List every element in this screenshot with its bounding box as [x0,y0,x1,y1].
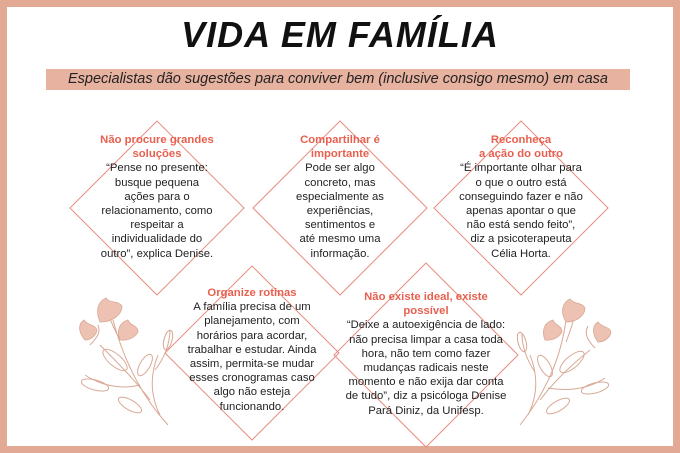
tip-heading: Reconheça a ação do outro [478,134,564,161]
subtitle: Especialistas dão sugestões para conviver bem (inclusive consigo mesmo) em casa [68,71,608,87]
tip-body: “Deixe a autoexigência de lado: não precisa limpar a casa toda hora, não tem como fazer mudanças radicais neste momento e não exija dar conta de tudo”, diz a psicóloga Denise Pará Diniz, da Unifesp. [345,319,507,417]
tip-heading: Não procure grandes soluções [100,134,214,161]
tip-body: Pode ser algo concreto, mas especialmente as experiências, sentimentos e até mesmo uma informação. [296,162,384,260]
flower-left-blossoms [80,298,138,340]
tip-body: A família precisa de um planejamento, com horários para acordar, trabalhar e estudar. Ainda assim, permita-se mudar esses cronogramas caso algo não esteja funcionando. [187,301,317,413]
tip-card-routines [177,286,327,414]
flower-right-blossoms [543,299,611,342]
tip-card-sharing [270,133,410,261]
tip-heading: Compartilhar é importante [300,134,380,161]
tip-heading: Organize rotinas [207,287,297,299]
tip-body: “Pense no presente: busque pequena ações para o relacionamento, como respeitar a individualidade do outro”, explica Denise. [100,162,214,260]
tip-card-recognize [446,133,596,261]
tip-card-no-ideal [336,290,516,418]
page-title: VIDA EM FAMÍLIA [181,14,499,55]
tip-heading: Não existe ideal, existe possível [364,291,488,318]
tip-card-no-big-solutions [87,133,227,261]
tip-body: “É importante olhar para o que o outro está conseguindo fazer e não apenas apontar o que não está sendo feito”, diz a psicoterapeuta Célia Horta. [459,162,583,260]
